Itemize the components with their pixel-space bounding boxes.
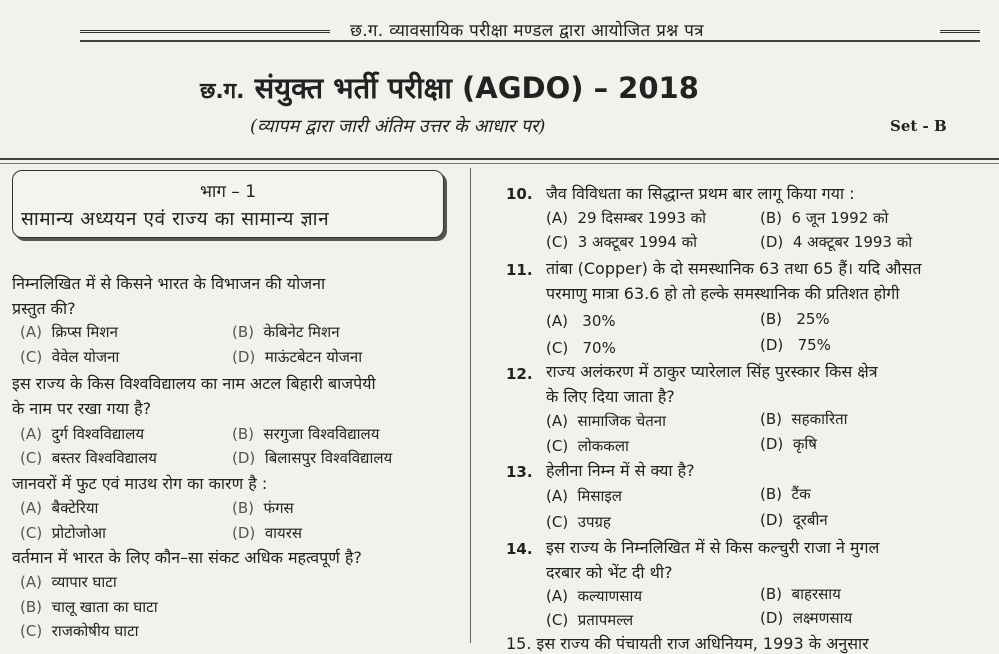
column-divider — [470, 168, 471, 643]
question-text-line: तांबा (Copper) के दो समस्थानिक 63 तथा 65 हैं। यदि औसत — [546, 259, 922, 278]
banner-underline — [80, 40, 980, 42]
question-text-line: के नाम पर रखा गया है? — [12, 399, 152, 418]
option-item: (C) 3 अक्टूबर 1994 को — [546, 233, 698, 251]
question-text-line: प्रस्तुत की? — [12, 299, 76, 318]
option-item: (A) बैक्टेरिया — [20, 499, 99, 517]
option-item: (C) लोककला — [546, 437, 629, 455]
option-item: (A) क्रिप्स मिशन — [20, 323, 118, 341]
option-item: (A) मिसाइल — [546, 487, 622, 505]
title-prefix: छ.ग. — [200, 79, 245, 104]
question-text-line: जानवरों में फुट एवं माउथ रोग का कारण है : — [12, 474, 268, 493]
question-number: 10. — [506, 185, 533, 203]
option-item: (B) सहकारिता — [760, 410, 848, 428]
option-item: (B) चालू खाता का घाटा — [20, 598, 158, 616]
set-label: Set - B — [890, 117, 947, 135]
option-item: (B) 6 जून 1992 को — [760, 209, 889, 227]
question-text-line: परमाणु मात्रा 63.6 हो तो हल्के समस्थानिक की प्रतिशत होगी — [546, 284, 900, 303]
option-item: (A) सामाजिक चेतना — [546, 412, 666, 430]
option-item: (B) केबिनेट मिशन — [232, 323, 340, 341]
exam-board-banner — [80, 14, 980, 48]
option-item: (B) टैंक — [760, 485, 811, 503]
option-item: (A) व्यापार घाटा — [20, 573, 117, 591]
question-text-line: जैव विविधता का सिद्धान्त प्रथम बार लागू किया गया : — [546, 184, 855, 203]
section-title: सामान्य अध्ययन एवं राज्य का सामान्य ज्ञान — [21, 208, 330, 230]
option-item: (B) फंगस — [232, 499, 294, 517]
option-item: (C) उपग्रह — [546, 513, 611, 531]
section-heading-box — [12, 170, 444, 238]
option-item: (A) 30% — [546, 312, 616, 330]
question-number: 11. — [506, 261, 533, 279]
organization-text: छ.ग. व्यावसायिक परीक्षा मण्डल द्वारा आयोजित प्रश्न पत्र — [350, 21, 704, 41]
title-main: संयुक्त भर्ती परीक्षा (AGDO) – 2018 — [254, 71, 699, 105]
section-part: भाग – 1 — [199, 182, 257, 202]
option-item: (D) लक्ष्मणसाय — [760, 609, 853, 627]
option-item: (D) कृषि — [760, 435, 817, 453]
option-item: (B) 25% — [760, 310, 830, 328]
question-text-line: वर्तमान में भारत के लिए कौन–सा संकट अधिक महत्वपूर्ण है? — [12, 548, 362, 567]
option-item: (D) 4 अक्टूबर 1993 को — [760, 233, 913, 251]
option-item: (C) 70% — [546, 339, 616, 357]
option-item: (C) बस्तर विश्वविद्यालय — [20, 449, 157, 467]
header-divider — [0, 158, 999, 160]
option-item: (D) 75% — [760, 336, 831, 354]
question-text-line: निम्नलिखित में से किसने भारत के विभाजन की योजना — [12, 274, 326, 293]
option-item: (B) सरगुजा विश्वविद्यालय — [232, 425, 380, 443]
option-item: (A) दुर्ग विश्वविद्यालय — [20, 425, 145, 443]
cutoff-question-line: 15. इस राज्य की पंचायती राज अधिनियम, 1993 के अनुसार — [506, 634, 869, 653]
question-text-line: हेलीना निम्न में से क्या है? — [546, 461, 695, 480]
question-text-line: राज्य अलंकरण में ठाकुर प्यारेलाल सिंह पुरस्कार किस क्षेत्र — [546, 362, 878, 381]
page-subtitle: (व्यापम द्वारा जारी अंतिम उत्तर के आधार पर) — [250, 116, 546, 137]
question-number: 12. — [506, 365, 533, 383]
question-text-line: के लिए दिया जाता है? — [546, 387, 675, 406]
question-text-line: इस राज्य के निम्नलिखित में से किस कल्चुरी राजा ने मुगल — [546, 538, 880, 557]
option-item: (C) राजकोषीय घाटा — [20, 622, 139, 640]
option-item: (A) 29 दिसम्बर 1993 को — [546, 209, 707, 227]
option-item: (C) प्रोटोजोआ — [20, 524, 106, 542]
option-item: (D) माऊंटबेटन योजना — [232, 348, 363, 366]
banner-rule-left — [80, 30, 330, 33]
option-item: (A) कल्याणसाय — [546, 587, 643, 605]
option-item: (D) दूरबीन — [760, 511, 828, 529]
question-text-line: दरबार को भेंट दी थी? — [546, 563, 673, 582]
option-item: (D) वायरस — [232, 524, 303, 542]
option-item: (D) बिलासपुर विश्वविद्यालय — [232, 449, 393, 467]
banner-rule-right — [940, 30, 980, 33]
question-number: 13. — [506, 463, 533, 481]
question-text-line: इस राज्य के किस विश्वविद्यालय का नाम अटल बिहारी बाजपेयी — [12, 374, 376, 393]
option-item: (C) प्रतापमल्ल — [546, 611, 634, 629]
question-number: 14. — [506, 540, 533, 558]
page-title — [200, 68, 699, 107]
option-item: (B) बाहरसाय — [760, 585, 841, 603]
option-item: (C) वेवेल योजना — [20, 348, 120, 366]
header-divider-thin — [0, 163, 999, 164]
